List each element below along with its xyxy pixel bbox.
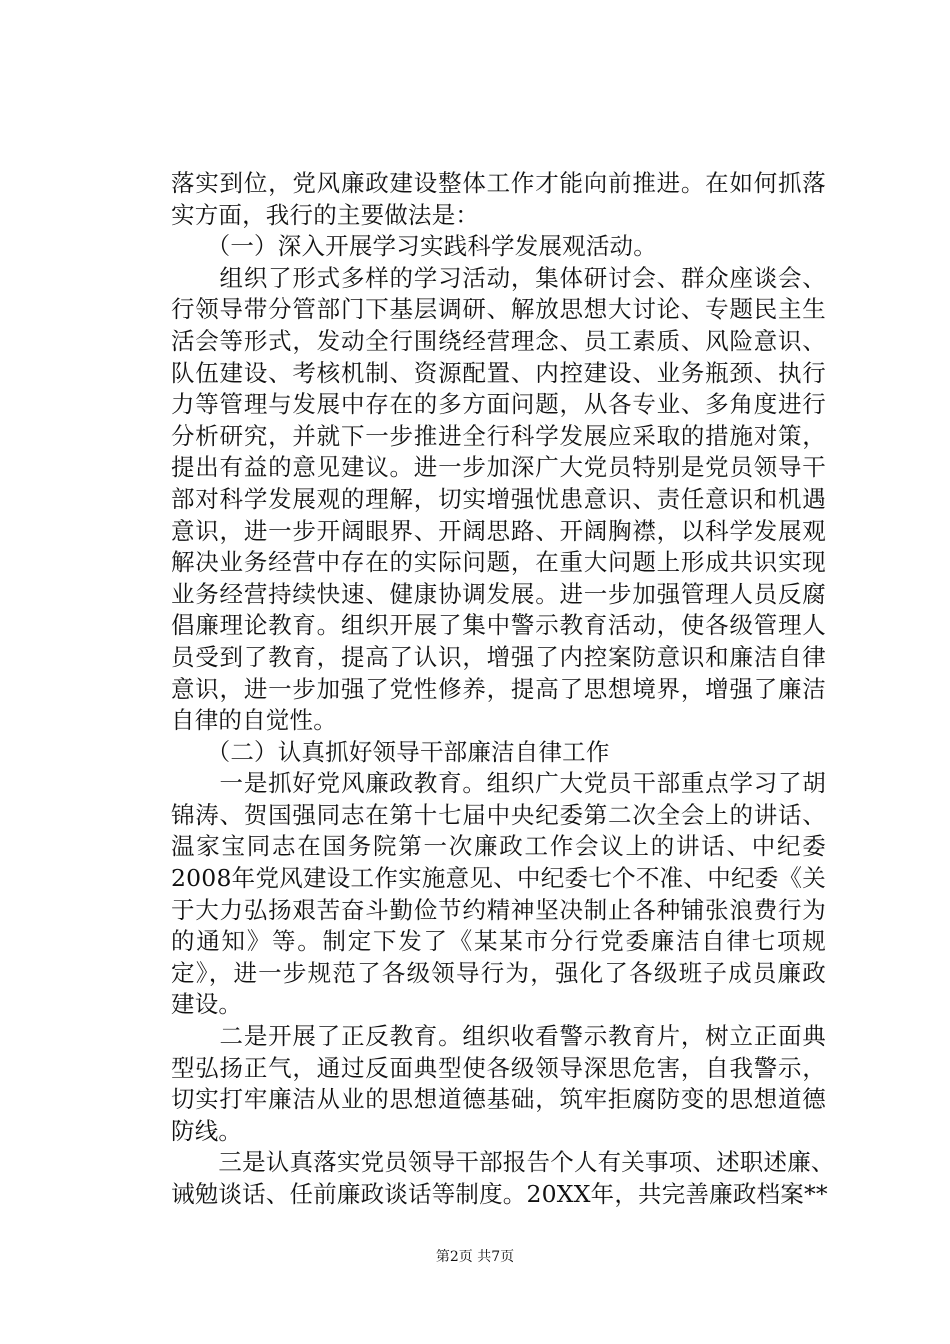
text-line: 落实到位，党风廉政建设整体工作才能向前推进。在如何抓落 [171,169,826,197]
text-line: 意识，进一步开阔眼界、开阔思路、开阔胸襟，以科学发展观 [171,516,826,545]
text-line: 型弘扬正气，通过反面典型使各级领导深思危害，自我警示， [171,1053,826,1082]
text-line: 的通知》等。制定下发了《某某市分行党委廉洁自律七项规 [171,927,826,956]
text-line: 业务经营持续快速、健康协调发展。进一步加强管理人员反腐 [171,579,826,608]
text-line: 三是认真落实党员领导干部报告个人有关事项、述职述廉、 [171,1148,835,1177]
text-line: 一是抓好党风廉政教育。组织广大党员干部重点学习了胡 [171,769,826,798]
text-line: 锦涛、贺国强同志在第十七届中央纪委第二次全会上的讲话、 [171,800,826,829]
text-line: 员受到了教育，提高了认识，增强了内控案防意识和廉洁自律 [171,642,826,671]
text-line: 自律的自觉性。 [171,706,337,735]
text-line: 队伍建设、考核机制、资源配置、内控建设、业务瓶颈、执行 [171,358,826,387]
text-line: 行领导带分管部门下基层调研、解放思想大讨论、专题民主生 [171,295,826,324]
text-line: 2008年党风建设工作实施意见、中纪委七个不准、中纪委《关 [171,864,826,893]
page-footer: 第2页 共7页 [435,1249,515,1265]
text-line: 切实打牢廉洁从业的思想道德基础，筑牢拒腐防变的思想道德 [171,1085,826,1114]
section-heading-2: （二）认真抓好领导干部廉洁自律工作 [171,737,610,766]
text-line: 诫勉谈话、任前廉政谈话等制度。20XX年，共完善廉政档案** [171,1180,828,1208]
text-line: 温家宝同志在国务院第一次廉政工作会议上的讲话、中纪委 [171,832,826,861]
section-heading-1: （一）深入开展学习实践科学发展观活动。 [171,232,657,261]
text-line: 二是开展了正反教育。组织收看警示教育片，树立正面典 [171,1022,826,1051]
text-line: 意识，进一步加强了党性修养，提高了思想境界，增强了廉洁 [171,674,826,703]
text-line: 活会等形式，发动全行围绕经营理念、员工素质、风险意识、 [171,326,826,355]
text-line: 倡廉理论教育。组织开展了集中警示教育活动，使各级管理人 [171,611,826,640]
text-line: 力等管理与发展中存在的多方面问题，从各专业、多角度进行 [171,390,826,419]
document-body [171,168,835,1211]
text-line: 于大力弘扬艰苦奋斗勤俭节约精神坚决制止各种铺张浪费行为 [171,895,826,924]
text-line: 防线。 [171,1116,243,1145]
text-line: 实方面，我行的主要做法是： [171,200,480,229]
text-line: 组织了形式多样的学习活动，集体研讨会、群众座谈会、 [171,263,826,292]
text-line: 解决业务经营中存在的实际问题，在重大问题上形成共识实现 [171,548,826,577]
text-line: 建设。 [171,990,243,1019]
text-line: 提出有益的意见建议。进一步加深广大党员特别是党员领导干 [171,453,826,482]
text-line: 部对科学发展观的理解，切实增强忧患意识、责任意识和机遇 [171,484,826,513]
text-line: 分析研究，并就下一步推进全行科学发展应采取的措施对策， [171,421,826,450]
text-line: 定》，进一步规范了各级领导行为，强化了各级班子成员廉政 [171,958,826,987]
